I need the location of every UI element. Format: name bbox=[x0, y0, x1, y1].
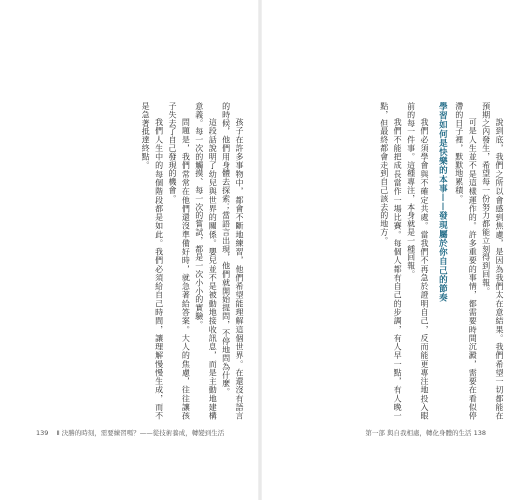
paragraph: 孩子在許多事物中，都會不斷地練習，他們希望能理解這個世界。在還沒有語言的時候，他們用身體去探索；當語言出現，他們就開始提問，不停地問為什麼。 bbox=[221, 102, 244, 420]
left-page-text bbox=[20, 102, 246, 420]
paragraph: 我們必須學會與不確定共處。當我們不再急於證明自己，反而能更專注地投入眼前的每一件事。這種專注，本身就是一種回報。 bbox=[406, 102, 429, 420]
left-folio bbox=[36, 428, 224, 437]
right-page bbox=[262, 0, 520, 500]
right-page-text bbox=[280, 102, 506, 420]
paragraph: 可是人生並不是這樣運作的。許多重要的事情，都需要時間沉澱，需要在看似停滯的日子裡，默默地累積。 bbox=[454, 102, 478, 420]
paragraph: 說到底，我們之所以會感到焦慮，是因為我們太在意結果。我們希望一切都能在預期之內發生，希望每一份努力都能立刻得到回報。 bbox=[481, 102, 504, 420]
page-number: 138 bbox=[473, 429, 486, 437]
paragraph: 我們人生中的每個階段都是如此。我們必須給自己時間，讓理解慢慢生成，而不是急著抵達終點。 bbox=[141, 102, 164, 420]
running-title: 第一部 與自我相處，轉化身體的生活 bbox=[365, 429, 472, 437]
paragraph: 我們不能把成長當作一場比賽。每個人都有自己的步調，有人早一點，有人晚一點，但最終都會走到自己該去的地方。 bbox=[379, 102, 403, 420]
left-page bbox=[0, 0, 258, 500]
right-folio bbox=[359, 428, 486, 437]
paragraph: 問題是，我們常常在他們還沒準備好時，就急著給答案。大人的焦慮，往往讓孩子失去了自己發現的機會。 bbox=[167, 102, 191, 420]
paragraph: 這段話說明了幼兒與世界的關係。嬰兒並不是被動地接收訊息，而是主動地建構意義。每一次的觸摸、每一次的嘗試，都是一次小小的實驗。 bbox=[194, 102, 218, 420]
running-title: Ⅱ 決勝的時刻，需要練習嗎？——從技術養成，轉變到生活 bbox=[56, 429, 225, 437]
section-heading: 學習如何是快樂的本事——發現屬於你自己的節奏 bbox=[437, 102, 448, 303]
page-number: 139 bbox=[36, 429, 49, 437]
